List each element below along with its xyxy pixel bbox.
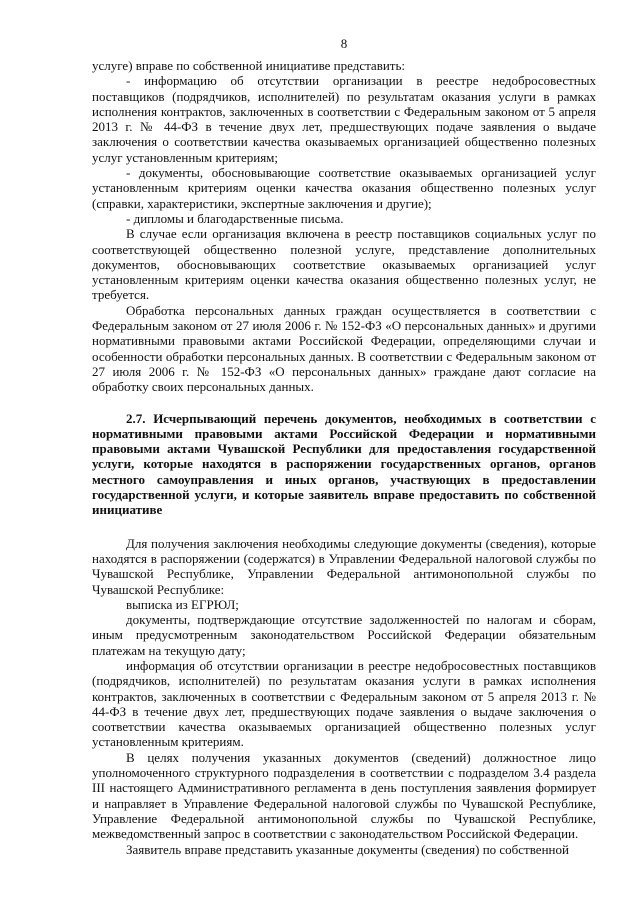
page-number: 8	[340, 36, 348, 51]
paragraph: Для получения заключения необходимы следующие документы (сведения), которые находятся в распоряжении (содержатся) в Управлении Федеральной налоговой службы по Чувашской Республике, Управлении Федеральной антимонопольной службы по Чувашской Республике:	[92, 535, 596, 597]
paragraph: Обработка персональных данных граждан осуществляется в соответствии с Федеральным законом от 27 июля 2006 г. № 152-ФЗ «О персональных данных» и другими нормативными правовыми актами Российской Федерации, определяющими случаи и особенности обработки персональных данных. В соответствии с Федеральным законом от 27 июля 2006 г. № 152-ФЗ «О персональных данных» граждане дают согласие на обработку своих персональных данных.	[92, 302, 596, 395]
paragraph: В случае если организация включена в реестр поставщиков социальных услуг по соответствующей общественно полезной услуге, представление дополнительных документов, обосновывающих соответствие оказываемых организацией услуг установленным критериям оценки качества оказания общественно полезных услуг, не требуется.	[92, 226, 596, 303]
section-heading: 2.7. Исчерпывающий перечень документов, необходимых в соответствии с нормативными правовыми актами Российской Федерации и нормативными правовыми актами Чувашской Республики для предоставления государственной услуги, которые находятся в распоряжении государственных органов, органов местного самоуправления и иных органов, участвующих в предоставлении государственной услуги, и которые заявитель вправе предоставить по собственной инициативе	[92, 410, 596, 518]
paragraph-list-item: - дипломы и благодарственные письма.	[126, 210, 344, 226]
paragraph-list-item: выписка из ЕГРЮЛ;	[126, 596, 239, 612]
paragraph-list-item: документы, подтверждающие отсутствие задолженностей по налогам и сборам, иным предусмотренным законодательством Российской Федерации обязательным платежам на текущую дату;	[92, 612, 596, 658]
paragraph-list-item: - документы, обосновывающие соответствие оказываемых организацией услуг установленным критериям оценки качества оказания общественно полезных услуг (справки, характеристики, экспертные заключения и другие);	[92, 165, 596, 211]
paragraph-list-item: - информацию об отсутствии организации в реестре недобросовестных поставщиков (подрядчиков, исполнителей) по результатам оказания услуги в рамках исполнения контрактов, заключенных в соответствии с Федеральным законом от 5 апреля 2013 г. № 44-ФЗ в течение двух лет, предшествующих подаче заявления о выдаче заключения о соответствии качества оказываемых организацией общественно полезных услуг установленным критериям;	[92, 73, 596, 165]
paragraph-list-item: информация об отсутствии организации в реестре недобросовестных поставщиков (подрядчиков, исполнителей) по результатам оказания услуги в рамках исполнения контрактов, заключенных в соответствии с Федеральным законом от 5 апреля 2013 г. № 44-ФЗ в течение двух лет, предшествующих подаче заявления о выдаче заключения о соответствии качества оказываемых организацией общественно полезных услуг установленным критериям.	[92, 657, 596, 750]
paragraph: Заявитель вправе представить указанные документы (сведения) по собственной	[126, 841, 569, 857]
paragraph-continuation: услуге) вправе по собственной инициативе представить:	[92, 58, 406, 73]
paragraph: В целях получения указанных документов (сведений) должностное лицо уполномоченного структурного подразделения в соответствии с подразделом 3.4 раздела III настоящего Административного регламента в день поступления заявления формирует и направляет в Управление Федеральной налоговой службы по Чувашской Республике, Управление Федеральной антимонопольной службы по Чувашской Республике, межведомственный запрос в соответствии с законодательством Российской Федерации.	[92, 749, 596, 842]
